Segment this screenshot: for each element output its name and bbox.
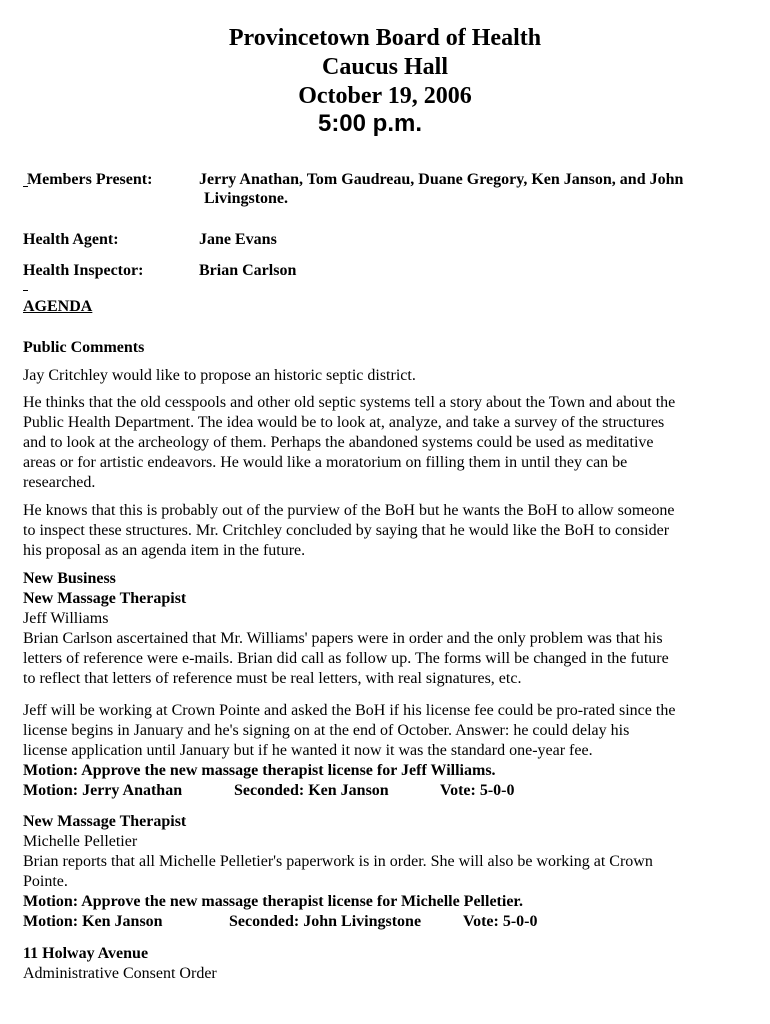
item-heading: New Massage Therapist: [23, 590, 187, 607]
seconded-by: Seconded: Ken Janson: [234, 782, 389, 799]
paragraph-line: He knows that this is probably out of the purview of the BoH but he wants the BoH to allow someone: [23, 502, 675, 519]
paragraph-line: letters of reference were e-mails. Brian did call as follow up. The forms will be changed in the future: [23, 650, 669, 667]
item-heading: 11 Holway Avenue: [23, 945, 149, 962]
applicant-name: Michelle Pelletier: [23, 833, 138, 850]
motion-by: Motion: Jerry Anathan: [23, 782, 183, 799]
paragraph-line: to inspect these structures. Mr. Critchley concluded by saying that he would like the BoH to consider: [23, 522, 670, 539]
health-agent-label: Health Agent:: [23, 231, 119, 248]
paragraph-line: license application until January but if he wanted it now it was the standard one-year fee.: [23, 742, 593, 759]
vote-result: Vote: 5-0-0: [463, 913, 538, 930]
seconded-by: Seconded: John Livingstone: [229, 913, 422, 930]
members-value-line2: Livingstone.: [204, 190, 289, 207]
public-comments-heading: Public Comments: [23, 339, 145, 356]
motion-text: Motion: Approve the new massage therapist license for Michelle Pelletier.: [23, 893, 524, 910]
agenda-heading: AGENDA: [23, 298, 93, 315]
stray-mark: [23, 290, 28, 291]
paragraph-line: researched.: [23, 474, 96, 491]
board-name: Provincetown Board of Health: [228, 25, 542, 51]
meeting-time: 5:00 p.m.: [317, 110, 423, 137]
paragraph-line: Pointe.: [23, 873, 68, 890]
paragraph-line: Brian reports that all Michelle Pelletier's paperwork is in order. She will also be working at Crown: [23, 853, 653, 870]
paragraph: Jay Critchley would like to propose an historic septic district.: [23, 367, 416, 384]
paragraph-line: Public Health Department. The idea would be to look at, analyze, and take a survey of the structures: [23, 414, 665, 431]
new-business-heading: New Business: [23, 570, 116, 587]
paragraph-line: his proposal as an agenda item in the future.: [23, 542, 306, 559]
paragraph-line: Jeff will be working at Crown Pointe and asked the BoH if his license fee could be pro-rated since the: [23, 702, 676, 719]
health-inspector-label: Health Inspector:: [23, 262, 144, 279]
meeting-date: October 19, 2006: [298, 83, 472, 109]
paragraph-line: He thinks that the old cesspools and other old septic systems tell a story about the Town and about the: [23, 394, 676, 411]
meeting-location: Caucus Hall: [321, 54, 449, 80]
item-subheading: Administrative Consent Order: [23, 965, 217, 982]
motion-vote-row: [23, 912, 743, 932]
paragraph-line: license begins in January and he's signing on at the end of October. Answer: he could delay his: [23, 722, 630, 739]
item-heading: New Massage Therapist: [23, 813, 187, 830]
motion-by: Motion: Ken Janson: [23, 913, 163, 930]
vote-result: Vote: 5-0-0: [440, 782, 515, 799]
paragraph-line: and to look at the archeology of them. Perhaps the abandoned systems could be used as meditative: [23, 434, 654, 451]
motion-vote-row: [23, 781, 743, 801]
paragraph-line: to reflect that letters of reference must be real letters, with real signatures, etc.: [23, 670, 522, 687]
health-inspector-value: Brian Carlson: [199, 262, 297, 279]
members-value-line1: Jerry Anathan, Tom Gaudreau, Duane Gregory, Ken Janson, and John: [199, 171, 684, 188]
members-label: Members Present:: [27, 171, 153, 188]
paragraph-line: Brian Carlson ascertained that Mr. Williams' papers were in order and the only problem was that his: [23, 630, 663, 647]
health-agent-value: Jane Evans: [199, 231, 277, 248]
applicant-name: Jeff Williams: [23, 610, 109, 627]
motion-text: Motion: Approve the new massage therapist license for Jeff Williams.: [23, 762, 496, 779]
paragraph-line: areas or for artistic endeavors. He would like a moratorium on filling them in until they can be: [23, 454, 628, 471]
